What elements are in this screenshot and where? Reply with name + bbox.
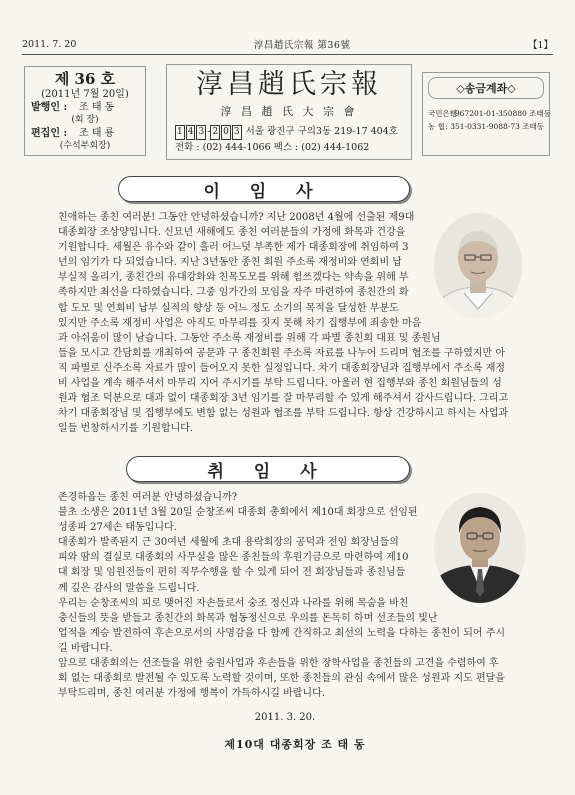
zip-digit: 3	[232, 125, 242, 140]
new-president-photo	[434, 493, 526, 603]
inaugural-title: 취 임 사	[126, 456, 410, 482]
bank-row	[428, 120, 544, 133]
sign-name: 제10대 대종회장 조 태 동	[224, 738, 366, 751]
address-text: 서울 광진구 구의3동 219-17 404호	[245, 126, 398, 137]
publisher-role: (회 장)	[71, 115, 99, 125]
body-line: 있지만 주소록 재정비 사업은 아직도 마무리를 짓지 못해 차기 집행부에 죄송한 마음	[58, 317, 422, 329]
body-line: 기원합니다. 세월은 유수와 같이 흘러 어느덧 부족한 제가 대종회장에 취임하여 3	[58, 242, 409, 254]
zip-digit: 1	[175, 125, 185, 140]
body-line: 년의 임기가 다 되었습니다. 지난 3년동안 종친 회원 주소록 재정비와 연회비 납	[58, 257, 402, 269]
body-line: 피와 땀의 결실로 대종회의 사무실을 많은 종친들의 후원기금으로 마련하여 제10	[58, 552, 409, 564]
editor-name: 조 태 룡	[79, 128, 115, 139]
paper-subtitle: 淳 昌 趙 氏 大 宗 會	[220, 105, 358, 118]
bank-account: : 967201-01-350880 조태동	[450, 109, 551, 118]
body-line: 길 바랍니다.	[58, 642, 113, 654]
publisher-label: 발행인 :	[31, 102, 68, 113]
zip-digit: 3	[196, 125, 206, 140]
body-line: 과 아쉬움이 많이 남습니다. 그동안 주소록 재정비를 위해 각 파별 종친회 대표 및 종원님	[58, 332, 441, 344]
zip-digit: 4	[186, 125, 196, 140]
header-paper-issue: 淳昌趙氏宗報 第36號	[253, 40, 351, 51]
body-line: 대 회장 및 임원진들이 편히 직무수행을 할 수 있게 되어 전 회장님들과 종친님들	[58, 567, 406, 579]
body-line: 대종회가 발족된지 근 30여년 세월에 초대 용락회장의 공덕과 전임 회장님들의	[58, 537, 399, 549]
editor-role: (수석부회장)	[59, 141, 111, 151]
publisher-name: 조 태 동	[79, 102, 115, 113]
body-line: 대종회장 조상양입니다. 신묘년 새해에도 종친 여러분들의 가정에 화목과 건강을	[58, 227, 406, 239]
body-line: 차기 대종회장님 및 집행부에도 변함 없는 성원과 협조를 부탁 드립니다. 항상 건강하시고 하시는 사업과	[58, 408, 509, 420]
body-line: 족하지만 최선을 다하였습니다. 그중 임가간의 모임을 자주 마련하여 종친간의 화	[58, 287, 409, 299]
phone-line: 전화 : (02) 444-1066 팩스 : (02) 444-1062	[175, 142, 370, 153]
publisher-row	[31, 101, 139, 114]
masthead	[166, 64, 412, 160]
body-line: 직 파별로 신주소록 자료가 많이 들어오지 못한 실정입니다. 차기 대종회장님과 집행부에서 주소록 재정	[58, 362, 506, 374]
page-number: 【1】	[527, 40, 553, 51]
body-line: 부탁드리며, 종친 여러분 가정에 행복이 가득하시길 바랍니다.	[58, 688, 325, 700]
bank-row	[428, 107, 551, 120]
body-line: 성종파 27세손 태동입니다.	[58, 522, 177, 534]
body-line: 비 사업을 계속 해주셔서 마무리 지어 주시기를 부탁 드립니다. 아울러 현 집행부와 종친 회원님들의 성	[58, 378, 502, 390]
issue-date: (2011년 7월 20일)	[41, 89, 129, 100]
body-line: 부실적 올리기, 종친간의 유대강화와 친목도모를 위해 힘쓰겠다는 약속을 위해 부	[58, 272, 409, 284]
body-line: 불초 소생은 2011년 3월 20일 순창조씨 대종회 총회에서 제10대 회장으로 선임된	[58, 507, 418, 519]
body-line: 친애하는 종친 여러분! 그동안 안녕하셨습니까? 지난 2008년 4월에 선출된 제9대	[58, 212, 415, 223]
body-line: 충신들의 뜻을 받들고 종친간의 화목과 협동정신으로 우의를 돈독히 하며 선조들의 빛난	[58, 612, 438, 624]
bank-name: 농 협	[428, 122, 445, 131]
bank-account-box	[422, 72, 550, 156]
paper-title: 淳昌趙氏宗報	[196, 69, 382, 100]
zip-digit: 0	[221, 125, 231, 140]
body-line: 앞으로 대종회의는 선조들을 위한 숭원사업과 후손들을 위한 장학사업을 종친들의 고견을 수렴하여 후	[58, 658, 499, 670]
address-line: 1 4 3 - 2 0 3 서울 광진구 구의3동 219-17 404호	[175, 125, 403, 140]
body-line: 우리는 순창조씨의 피로 맺어진 자손들로서 숭조 정신과 나라를 위해 목숨을 바친	[58, 597, 409, 609]
farewell-title: 이 임 사	[118, 176, 410, 202]
body-line: 존경하옵는 종친 여러분 안녕하셨습니까?	[58, 492, 238, 503]
bank-name: 국민은행	[428, 109, 457, 118]
sign-date: 2011. 3. 20.	[254, 712, 316, 723]
bank-account: : 351-0331-9088-73 조태동	[445, 122, 544, 131]
issue-number: 제 36 호	[54, 70, 116, 88]
header-rule	[22, 54, 553, 55]
body-line: 일들 번창하시기를 기원합니다.	[58, 423, 194, 435]
issue-info-box	[24, 66, 146, 156]
body-line: 원과 협조 덕분으로 대과 없이 대종회장 3년 임기를 잘 마무리할 수 있게 해주셔서 감사드립니다. 그리고	[58, 393, 509, 405]
body-line: 께 깊은 감사의 말씀을 드립니다.	[58, 582, 200, 594]
bank-title: ◇송금계좌◇	[428, 77, 544, 99]
body-line: 들을 모시고 간담회를 개최하여 공문과 구 종친회원 주소록 자료를 나누어 드리며 협조를 구하였지만 아	[58, 347, 506, 359]
body-line: 업적을 계승 발전하여 후손으로서의 사명감을 다 함께 간직하고 최선의 노력을 다하는 종친이 되어 주시	[58, 627, 506, 639]
zip-digit: 2	[210, 125, 220, 140]
page-header	[22, 36, 553, 52]
editor-label: 편집인 :	[31, 128, 68, 139]
former-president-photo	[434, 213, 522, 319]
body-line: 회 없는 대종회로 발전될 수 있도록 노력할 것이며, 또한 종친들의 관심 속에서 많은 성원과 지도 편달을	[58, 673, 505, 685]
header-date: 2011. 7. 20	[22, 38, 77, 50]
editor-row	[31, 127, 139, 140]
body-line: 합 도모 및 연회비 납부 실적의 향상 등 어느 정도 소기의 목적을 달성한 부분도	[58, 302, 399, 314]
